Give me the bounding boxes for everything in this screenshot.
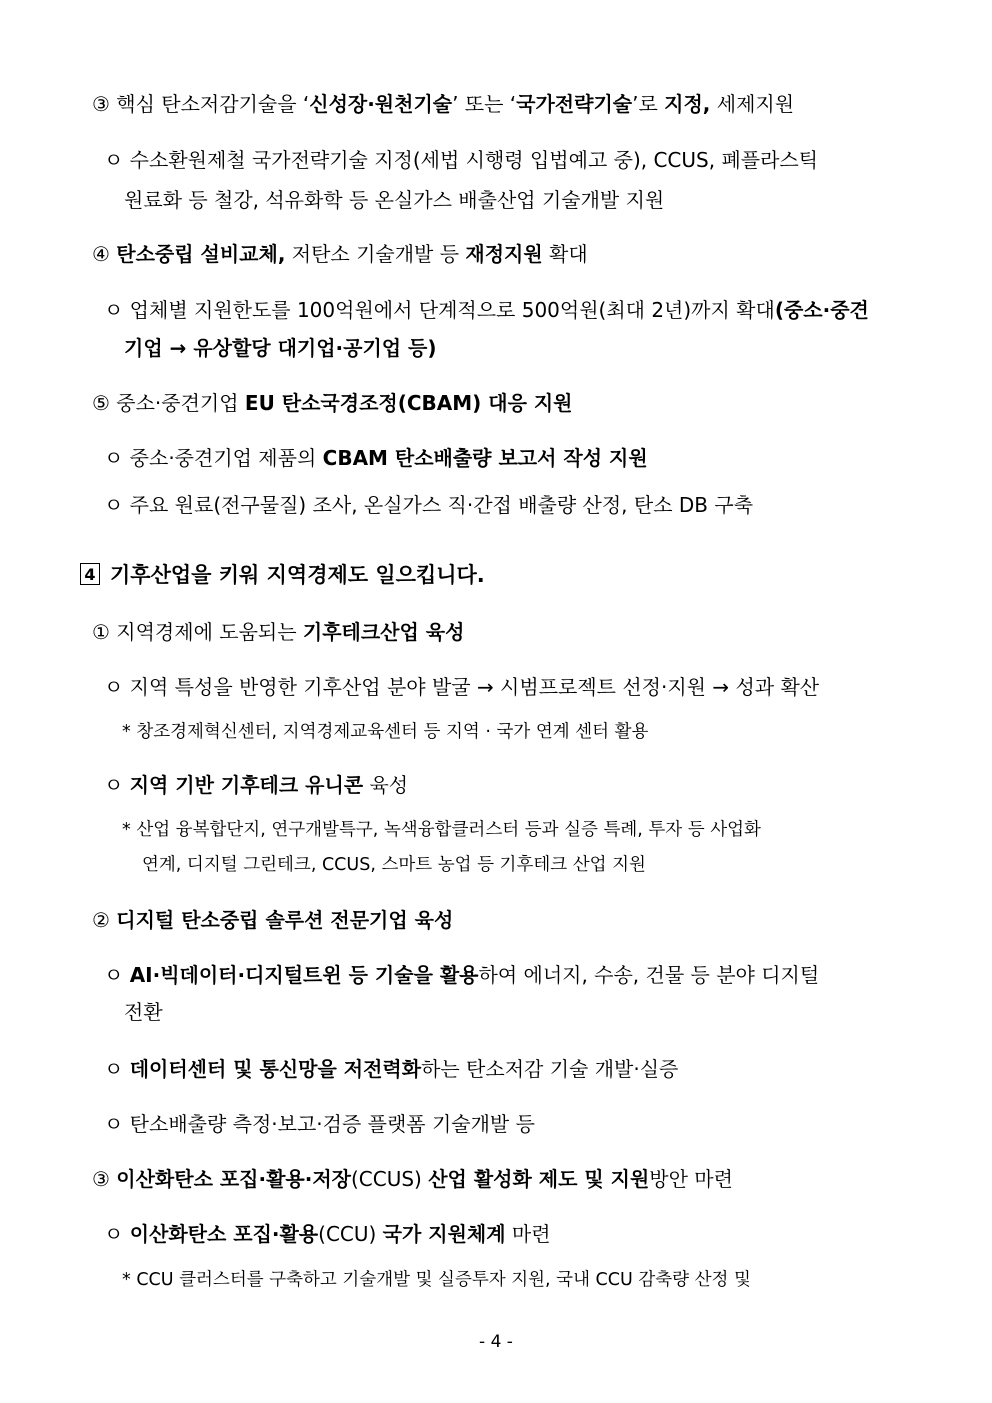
section-title: 기후산업을 키워 지역경제도 일으킵니다. [110,563,485,587]
bullet-line: ㅇ 중소·중견기업 제품의 CBAM 탄소배출량 보고서 작성 지원 [104,446,648,470]
item-3-heading: ③ 핵심 탄소저감기술을 ‘신성장·원천기술’ 또는 ‘국가전략기술’로 지정, 세제지원 [92,92,795,116]
bullet-line: ㅇ 지역 기반 기후테크 유니콘 육성 [104,773,409,797]
bullet-line: ㅇ 지역 특성을 반영한 기후산업 분야 발굴 → 시범프로젝트 선정·지원 → 성과 확산 [104,675,820,699]
item-5-heading: ⑤ 중소·중견기업 EU 탄소국경조정(CBAM) 대응 지원 [92,391,573,415]
section-number-box: 4 [80,563,100,585]
bullet-line: ㅇ 수소환원제철 국가전략기술 지정(세법 시행령 입법예고 중), CCUS, 폐플라스틱 [104,148,819,172]
bullet-line: 전환 [124,1000,163,1024]
bullet-line: ㅇ 이산화탄소 포집·활용(CCU) 국가 지원체계 마련 [104,1222,551,1246]
item-4-heading: ④ 탄소중립 설비교체, 저탄소 기술개발 등 재정지원 확대 [92,242,588,266]
note-line: * 창조경제혁신센터, 지역경제교육센터 등 지역 · 국가 연계 센터 활용 [122,722,649,742]
item-1-heading: ① 지역경제에 도움되는 기후테크산업 육성 [92,620,465,644]
bullet-line: ㅇ 주요 원료(전구물질) 조사, 온실가스 직·간접 배출량 산정, 탄소 DB 구축 [104,493,754,517]
bullet-line: 원료화 등 철강, 석유화학 등 온실가스 배출산업 기술개발 지원 [124,188,665,212]
bullet-line: ㅇ AI·빅데이터·디지털트윈 등 기술을 활용하여 에너지, 수송, 건물 등 분야 디지털 [104,963,820,987]
page-number: - 4 - [479,1332,513,1352]
note-line: * 산업 융복합단지, 연구개발특구, 녹색융합클러스터 등과 실증 특례, 투자 등 사업화 [122,820,761,840]
bullet-line: 기업 → 유상할당 대기업·공기업 등) [124,336,437,360]
item-3b-heading: ③ 이산화탄소 포집·활용·저장(CCUS) 산업 활성화 제도 및 지원방안 마련 [92,1167,733,1191]
bullet-line: ㅇ 탄소배출량 측정·보고·검증 플랫폼 기술개발 등 [104,1112,535,1136]
bullet-line: ㅇ 데이터센터 및 통신망을 저전력화하는 탄소저감 기술 개발·실증 [104,1057,679,1081]
bullet-line: ㅇ 업체별 지원한도를 100억원에서 단계적으로 500억원(최대 2년)까지 확대(중소·중견 [104,298,869,322]
note-line: * CCU 클러스터를 구축하고 기술개발 및 실증투자 지원, 국내 CCU 감축량 산정 및 [122,1270,751,1290]
section-4-heading [80,561,485,589]
note-line: 연계, 디지털 그린테크, CCUS, 스마트 농업 등 기후테크 산업 지원 [142,855,646,875]
item-2-heading: ② 디지털 탄소중립 솔루션 전문기업 육성 [92,908,454,932]
